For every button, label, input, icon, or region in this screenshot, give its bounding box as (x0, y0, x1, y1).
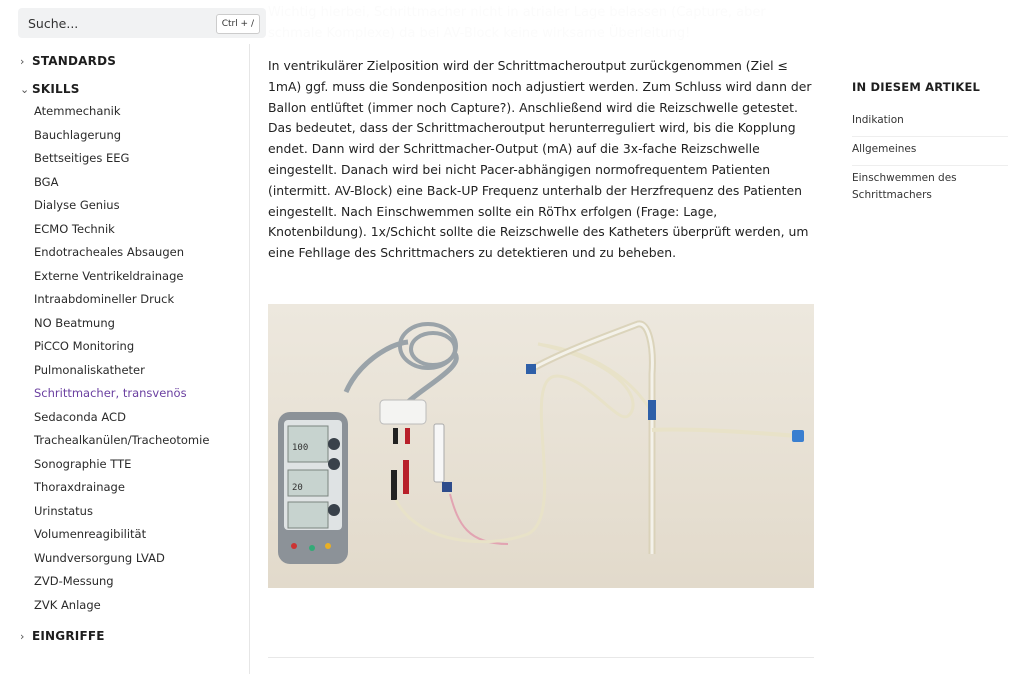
chevron-right-icon: › (20, 630, 25, 643)
skills-list (34, 104, 209, 621)
toc-item-indikation[interactable]: Indikation (852, 108, 1008, 137)
device-display-output: 20 (292, 483, 303, 493)
sidebar-item-urinstatus[interactable]: Urinstatus (34, 503, 93, 518)
toc-item-einschwemmen[interactable]: Einschwemmen des Schrittmachers (852, 172, 957, 201)
nav-group-eingriffe[interactable] (20, 629, 105, 643)
sidebar-item-schrittmacher-transvenoes[interactable]: Schrittmacher, transvenös (34, 386, 187, 400)
nav-group-label: SKILLS (32, 82, 80, 96)
pacemaker-illustration (268, 304, 814, 588)
sidebar-item-zvd-messung[interactable]: ZVD-Messung (34, 574, 114, 588)
sidebar-item-bettseitiges-eeg[interactable]: Bettseitiges EEG (34, 151, 130, 165)
toc-title: IN DIESEM ARTIKEL (852, 80, 981, 94)
search-box[interactable] (18, 8, 266, 38)
sidebar-item-pulmonaliskatheter[interactable]: Pulmonaliskatheter (34, 362, 145, 377)
nav-group-label: STANDARDS (32, 54, 117, 68)
toc-item-allgemeines[interactable]: Allgemeines (852, 137, 1008, 166)
sidebar-item-intraabdomineller-druck[interactable]: Intraabdomineller Druck (34, 292, 175, 306)
sidebar-item-bauchlagerung[interactable]: Bauchlagerung (34, 127, 122, 142)
sidebar-item-sedaconda-acd[interactable]: Sedaconda ACD (34, 409, 126, 424)
keyboard-shortcut-badge: Ctrl + / (216, 14, 260, 34)
sidebar-item-volumenreagibilitaet[interactable]: Volumenreagibilität (34, 527, 147, 541)
sidebar-item-no-beatmung[interactable]: NO Beatmung (34, 315, 115, 330)
sidebar-item-thoraxdrainage[interactable]: Thoraxdrainage (34, 480, 125, 494)
device-display-rate: 100 (292, 443, 309, 453)
sidebar-item-dialyse-genius[interactable]: Dialyse Genius (34, 198, 120, 212)
sidebar-item-zvk-anlage[interactable]: ZVK Anlage (34, 597, 101, 612)
sidebar-item-ecmo-technik[interactable]: ECMO Technik (34, 221, 115, 236)
nav-group-label: EINGRIFFE (32, 629, 105, 643)
content-divider (268, 657, 814, 658)
nav-group-standards[interactable] (20, 54, 116, 68)
sidebar-item-wundversorgung-lvad[interactable]: Wundversorgung LVAD (34, 550, 165, 565)
nav-group-skills[interactable] (20, 82, 80, 96)
sidebar-item-bga[interactable]: BGA (34, 174, 59, 189)
search-input[interactable] (28, 8, 208, 38)
sidebar-item-atemmechanik[interactable]: Atemmechanik (34, 104, 121, 118)
sidebar-item-externe-ventrikeldrainage[interactable]: Externe Ventrikeldrainage (34, 268, 184, 283)
sidebar-item-endotracheales-absaugen[interactable]: Endotracheales Absaugen (34, 245, 184, 259)
sidebar-navigation (0, 44, 250, 674)
article-paragraph: In ventrikulärer Zielposition wird der Schrittmacheroutput zurückgenommen (Ziel ≤ 1mA) ggf. muss die Sondenposition noch adjustiert werden. Zum Schluss wird dann der Ballon entlüftet (immer noch Capture?). Anschließend wird die Reizschwelle getestet. Das bedeutet, dass der Schrittmacheroutput herunterreguliert wird, bis die Kopplung endet. Dann wird der Schrittmacher-Output (mA) auf die 3x-fache Reizschwelle eingestellt. Danach wird bei nicht Pacer-abhängigen normofrequentem Patienten (intermitt. AV-Block) eine Back-UP Frequenz unterhalb der Herzfrequenz des Patienten eingestellt. Nach Einschwemmen sollte ein RöThx erfolgen (Frage: Lage, Knotenbildung). 1x/Schicht sollte die Reizschwelle des Katheters überprüft werden, um eine Fehllage des Schrittmachers zu detektieren und zu beheben. (268, 58, 812, 261)
sidebar-item-picco-monitoring[interactable]: PiCCO Monitoring (34, 339, 135, 353)
sidebar-item-sonographie-tte[interactable]: Sonographie TTE (34, 456, 132, 471)
chevron-down-icon: ⌄ (20, 83, 30, 96)
sidebar-item-trachealkanuelen[interactable]: Trachealkanülen/Tracheotomie (34, 433, 210, 447)
top-bar (0, 0, 1024, 44)
chevron-right-icon: › (20, 55, 25, 68)
pacemaker-set-photo (268, 304, 814, 588)
toc-list (852, 108, 1008, 211)
